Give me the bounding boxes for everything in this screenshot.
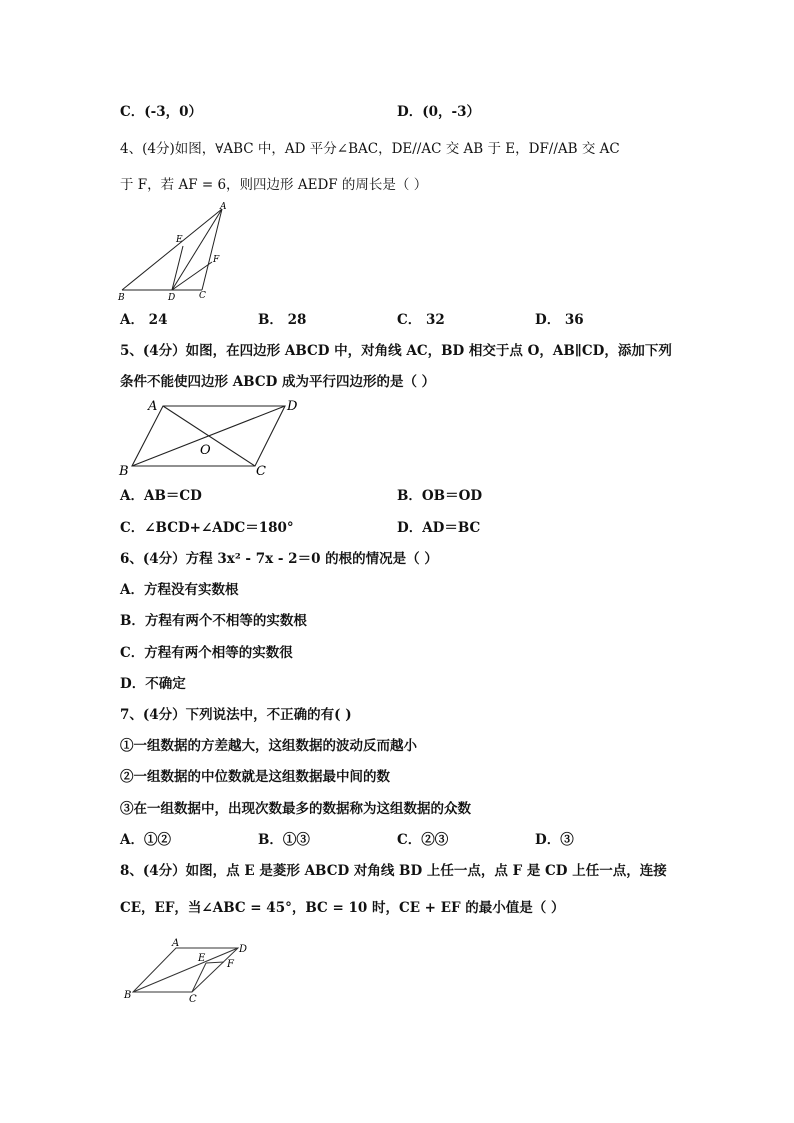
q7-statement-1: ①一组数据的方差越大，这组数据的波动反而越小	[120, 738, 417, 754]
q7-option-a: A．①②	[120, 832, 171, 848]
q8-label-a: A	[172, 938, 180, 949]
q8-label-d: D	[239, 944, 248, 955]
q7-question: 7、(4分）下列说法中，不正确的有( )	[120, 707, 352, 723]
q4-question-line1: 4、(4分)如图，∀ABC 中，AD 平分∠BAC，DE//AC 交 AB 于 E，DF//AB 交 AC	[120, 141, 620, 157]
q5-question-line2: 条件不能使四边形 ABCD 成为平行四边形的是（ ）	[120, 374, 436, 390]
q8-label-f: F	[227, 959, 234, 970]
q5-option-d: D．AD＝BC	[397, 520, 481, 536]
q6-question: 6、(4分）方程 3x² - 7x - 2＝0 的根的情况是（ ）	[120, 551, 438, 567]
q4-label-c: C	[199, 291, 206, 301]
q5-option-b: B．OB＝OD	[397, 488, 483, 504]
q5-option-a: A．AB＝CD	[120, 488, 202, 504]
q7-option-b: B．①③	[258, 832, 310, 848]
q7-option-d: D．③	[535, 832, 574, 848]
q4-option-b: B． 28	[258, 312, 307, 328]
q8-label-c: C	[189, 994, 197, 1005]
q4-question-line2: 于 F，若 AF = 6，则四边形 AEDF 的周长是（ ）	[120, 177, 428, 193]
q8-question-line2: CE，EF，当∠ABC = 45°，BC = 10 时，CE + EF 的最小值是（ ）	[120, 900, 565, 916]
q5-label-o: O	[200, 443, 211, 458]
q4-option-d: D． 36	[535, 312, 584, 328]
q4-label-b: B	[118, 293, 125, 303]
q5-label-c: C	[256, 464, 266, 479]
q7-statement-2: ②一组数据的中位数就是这组数据最中间的数	[120, 769, 390, 785]
q8-figure	[120, 935, 260, 1009]
q4-option-a: A． 24	[120, 312, 168, 328]
q5-figure	[115, 396, 315, 485]
q5-label-a: A	[148, 399, 158, 414]
q4-label-e: E	[176, 235, 183, 245]
q3-option-d: D．(0，-3）	[397, 104, 480, 120]
q4-label-a: A	[220, 202, 227, 212]
q6-option-d: D．不确定	[120, 676, 186, 692]
q4-label-d: D	[168, 293, 176, 303]
q4-figure	[110, 200, 240, 309]
q5-label-d: D	[287, 399, 298, 414]
q4-label-f: F	[213, 255, 220, 265]
q8-label-b: B	[124, 990, 132, 1001]
q7-option-c: C．②③	[397, 832, 449, 848]
q5-label-b: B	[119, 464, 129, 479]
q8-question-line1: 8、(4分）如图，点 E 是菱形 ABCD 对角线 BD 上任一点，点 F 是 CD 上任一点，连接	[120, 863, 667, 879]
q8-label-e: E	[198, 953, 206, 964]
q6-option-c: C．方程有两个相等的实数很	[120, 645, 293, 661]
q5-question-line1: 5、(4分）如图，在四边形 ABCD 中，对角线 AC，BD 相交于点 O，AB∥CD，添加下列	[120, 343, 672, 359]
q7-statement-3: ③在一组数据中，出现次数最多的数据称为这组数据的众数	[120, 801, 471, 817]
q3-option-c: C．(-3，0）	[120, 104, 203, 120]
q4-option-c: C． 32	[397, 312, 445, 328]
q6-option-a: A．方程没有实数根	[120, 582, 239, 598]
q6-option-b: B．方程有两个不相等的实数根	[120, 613, 307, 629]
q5-option-c: C．∠BCD+∠ADC＝180°	[120, 520, 294, 536]
